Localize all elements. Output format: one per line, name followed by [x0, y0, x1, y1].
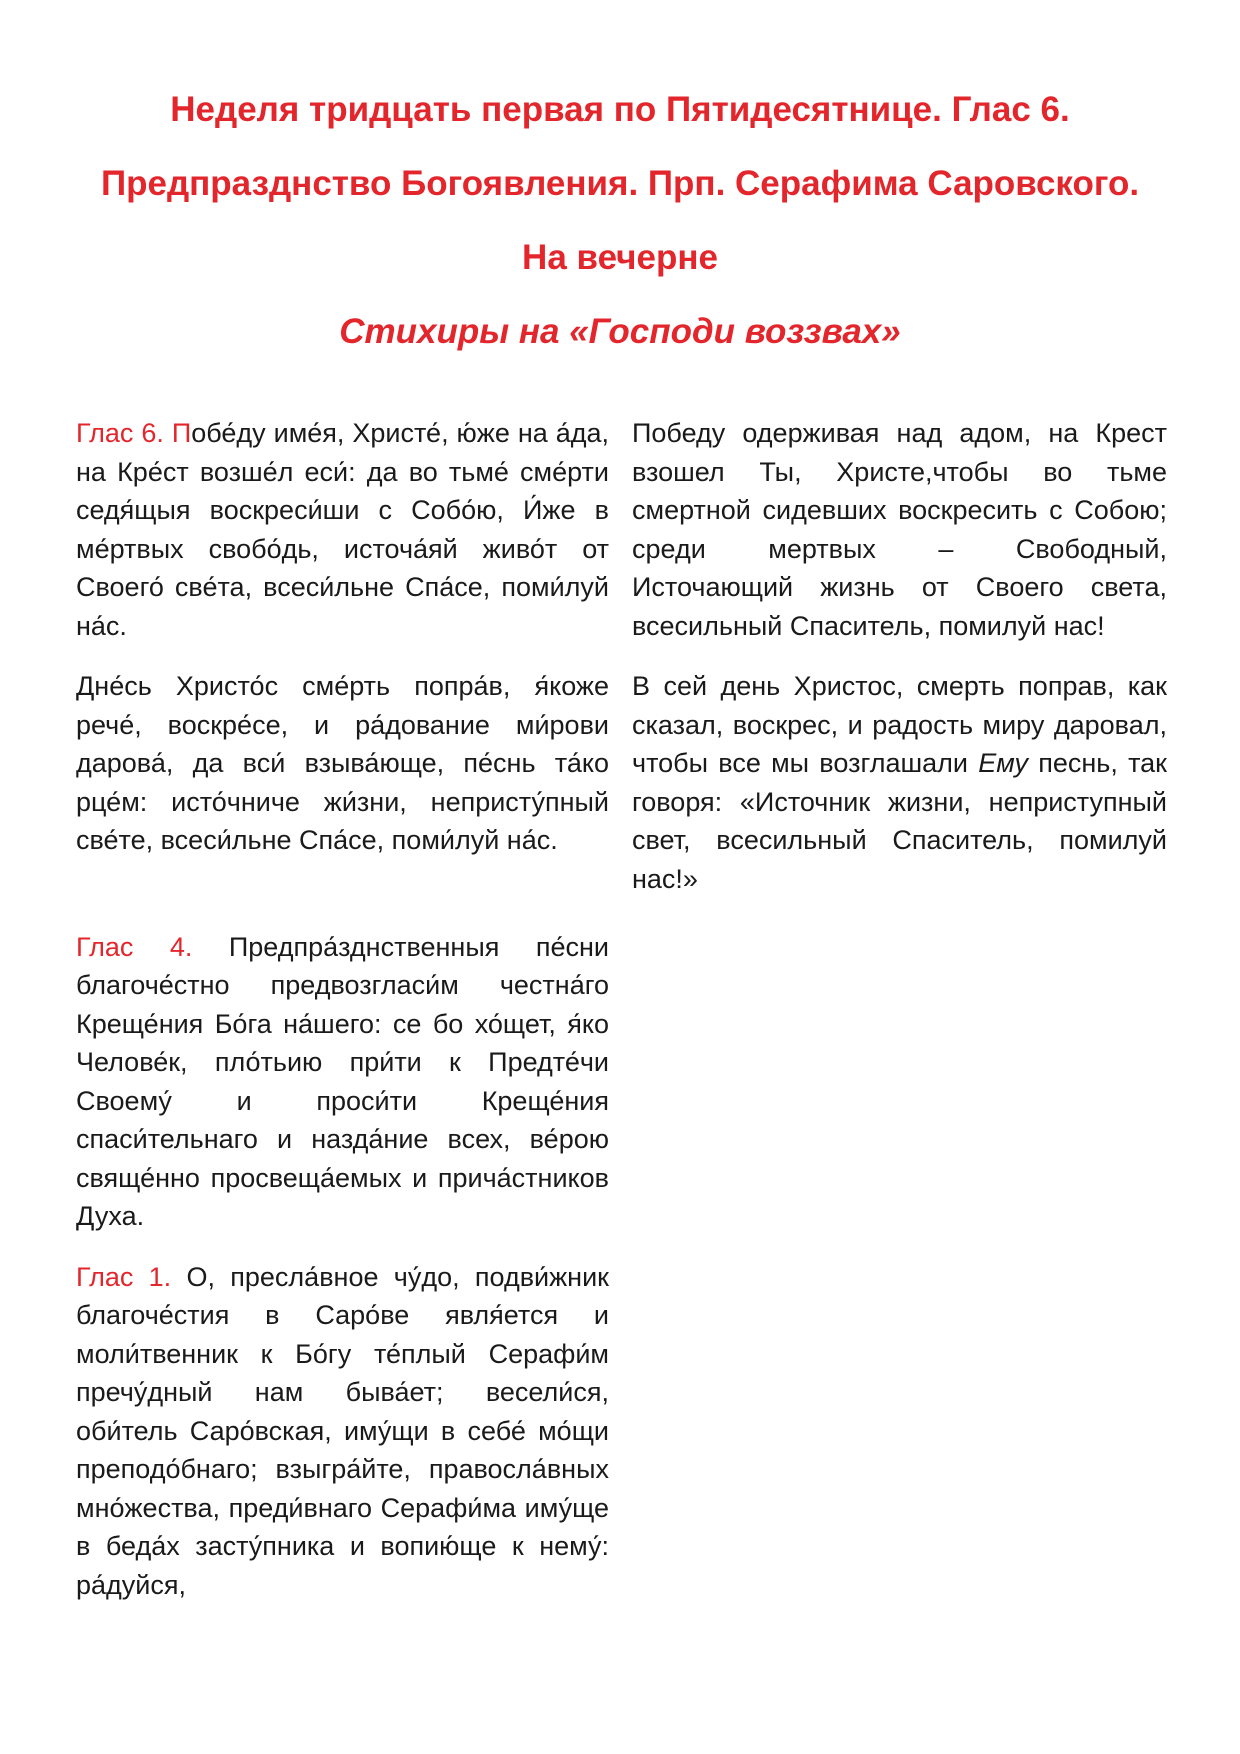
stichera-1-russian: Победу одерживая над адом, на Крест взошел Ты, Христе,чтобы во тьме смертной сидевших воскресить с Собою; среди мертвых – Свободный, Источающий жизнь от Своего света, всесильный Спаситель, помилуй нас!	[632, 418, 1167, 641]
stichera-text: Предпра́зднственныя пе́сни благоче́стно предвозгласи́м честна́го Креще́ния Бо́га на́шего: се бо хо́щет, я́ко Челове́к, пло́тьию при́ти к Предте́чи Своему́ и проси́ти Креще́ния спаси́тельнаго и назда́ние всех, ве́рою свяще́нно просвеща́емых и прича́стников Духа.	[76, 931, 609, 1231]
tone-label: Глас 4.	[76, 931, 193, 962]
stichera-4-slavonic	[76, 1258, 609, 1605]
tone-label: Глас 1.	[76, 1261, 172, 1292]
stichera-text: В сей день Христос, смерть поправ, как сказал, воскрес, и радость миру даровал, чтобы все мы возглашали	[632, 671, 1167, 778]
section-heading: Стихиры на «Господи воззвах»	[339, 312, 901, 351]
stichera-text: обе́ду име́я, Христе́, ю́же на а́да, на Кре́ст возше́л еси́: да во тьме́ сме́рти седя́щыя воскреси́ши с Собо́ю, И́же в ме́ртвых свобо́дь, источа́яй живо́т от Своего́ све́та, всеси́льне Спа́се, поми́луй на́с.	[76, 418, 610, 641]
stichera-3-slavonic	[76, 928, 609, 1236]
left-column-church-slavonic	[76, 414, 609, 1604]
stichera-text: Дне́сь Христо́с сме́рть попра́в, я́коже рече́, воскре́се, и ра́дование ми́рови дарова́, да вси́ взыва́юще, пе́снь та́ко рце́м: исто́чниче жи́зни, непристу́пный све́те, всеси́льне Спа́се, поми́луй на́с.	[76, 671, 609, 855]
stichera-text: песнь, так говоря: «Источник жизни, неприступный свет, всесильный Спаситель, помилуй нас!»	[632, 748, 1167, 894]
stichera-1-slavonic	[76, 414, 609, 645]
title-line-2: Предпразднство Богоявления. Прп. Серафима Саровского.	[100, 164, 1140, 203]
stichera-2-russian	[632, 667, 1167, 898]
title-line-3: На вечерне	[522, 238, 718, 277]
stichera-2-slavonic	[76, 667, 609, 860]
stichera-text: О, пресла́вное чу́до, подви́жник благоче́стия в Саро́ве явля́ется и моли́твенник к Бо́гу те́плый Серафи́м пречу́дный нам быва́ет; весели́ся, оби́тель Саро́вская, иму́щи в себе́ мо́щи преподо́бнаго; взыгра́йте, правосла́вных мно́жества, преди́внаго Серафи́ма иму́ще в беда́х засту́пника и вопию́ще к нему́: ра́дуйся,	[76, 1261, 609, 1600]
stichera-emphasis: Ему	[978, 748, 1028, 778]
title-line-1: Неделя тридцать первая по Пятидесятнице. Глас 6.	[170, 90, 1070, 129]
right-column-russian	[632, 414, 1167, 898]
tone-label: Глас 6. П	[76, 418, 192, 448]
